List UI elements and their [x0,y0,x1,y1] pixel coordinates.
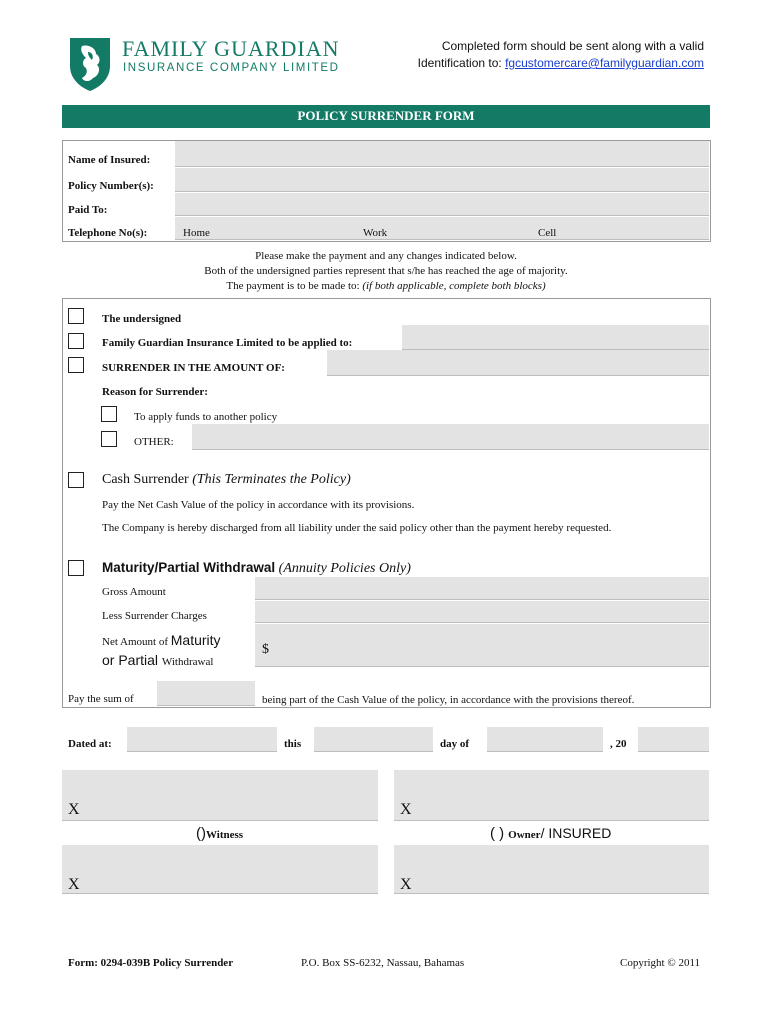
owner-label: Owner [508,829,541,841]
intro-line-3-prefix: The payment is to be made to: [226,280,363,292]
company-logo [68,36,358,92]
brand-name: FAMILY GUARDIAN [122,36,340,61]
policy-number-label: Policy Number(s): [68,180,154,192]
net-amount-line-2 [102,651,221,671]
name-field[interactable] [175,141,709,167]
witness-parens: () [196,825,206,842]
fgi-applied-checkbox[interactable] [68,333,84,349]
other-checkbox[interactable] [101,431,117,447]
net-amount-field[interactable] [255,624,709,667]
sign-x-2: X [400,801,412,818]
paid-to-label: Paid To: [68,204,108,216]
telephone-label: Telephone No(s): [68,227,148,239]
intro-line-3 [62,279,710,294]
sign-x-1: X [68,801,80,818]
cell-label: Cell [538,227,557,239]
less-charges-field[interactable] [255,601,709,623]
cash-surrender-checkbox[interactable] [68,472,84,488]
shield-icon [68,36,112,92]
net-b: Maturity [170,632,221,648]
dated-at-label: Dated at: [68,738,112,750]
dollar-sign: $ [262,642,269,657]
gross-amount-label: Gross Amount [102,586,166,598]
net-c: or Partial [102,652,162,668]
telephone-field[interactable] [175,217,709,240]
maturity-note: (Annuity Policies Only) [275,561,411,576]
home-label: Home [183,227,210,239]
month-field[interactable] [487,727,603,752]
owner-caption [490,825,611,843]
surrender-amount-field[interactable] [327,350,709,376]
insured-label: / INSURED [540,825,612,841]
email-link[interactable]: fgcustomercare@familyguardian.com [505,56,704,70]
maturity-title [102,560,411,577]
other-field[interactable] [192,424,709,450]
reason-label: Reason for Surrender: [102,386,208,398]
apply-funds-label: To apply funds to another policy [134,411,278,423]
pay-sum-field[interactable] [157,681,255,706]
intro-line-3-italic: (if both applicable, complete both blocks) [362,280,546,292]
this-label: this [284,738,302,750]
sign-x-4: X [400,876,412,893]
cash-surrender-heading: Cash Surrender [102,472,189,487]
intro-line-1: Please make the payment and any changes indicated below. [255,250,517,262]
maturity-heading: Maturity/Partial Withdrawal [102,560,276,575]
net-a: Net Amount of [102,636,171,648]
net-amount-label [102,631,221,671]
brand-subtitle: INSURANCE COMPANY LIMITED [123,62,340,74]
cash-line-1: Pay the Net Cash Value of the policy in accordance with its provisions. [102,499,415,511]
submission-notice [418,38,704,72]
net-d: Withdrawal [161,656,214,668]
pay-sum-label: Pay the sum of [68,693,134,705]
cash-line-2: The Company is hereby discharged from all liability under the said policy other than the payment hereby requested. [102,522,612,534]
apply-funds-checkbox[interactable] [101,406,117,422]
undersigned-label: The undersigned [102,313,182,325]
sign-x-3: X [68,876,80,893]
undersigned-checkbox[interactable] [68,308,84,324]
this-day-field[interactable] [314,727,433,752]
intro-line-2: Both of the undersigned parties represent that s/he has reached the age of majority. [204,265,568,277]
notice-line-2 [418,55,704,72]
pay-sum-rest: being part of the Cash Value of the policy, in accordance with the provisions thereof. [262,694,635,706]
fgi-applied-label: Family Guardian Insurance Limited to be applied to: [102,337,353,349]
gross-amount-field[interactable] [255,577,709,600]
net-amount-line-1 [102,631,221,651]
year-label: , 20 [610,738,627,750]
owner-signature-field-1[interactable] [394,770,709,821]
name-label: Name of Insured: [68,154,151,166]
form-number: Form: 0294-039B Policy Surrender [68,957,234,969]
witness-signature-field-2[interactable] [62,845,378,894]
company-address: P.O. Box SS-6232, Nassau, Bahamas [301,957,465,969]
copyright: Copyright © 2011 [620,957,701,969]
work-label: Work [363,227,388,239]
other-label: OTHER: [134,436,174,448]
intro-text [62,249,710,294]
witness-caption [196,825,243,843]
surrender-amount-checkbox[interactable] [68,357,84,373]
notice-line-1: Completed form should be sent along with a valid [441,39,704,53]
owner-parens: ( ) [490,825,505,842]
year-field[interactable] [638,727,709,752]
maturity-checkbox[interactable] [68,560,84,576]
policy-number-field[interactable] [175,168,709,192]
paid-to-field[interactable] [175,193,709,216]
fgi-applied-field[interactable] [402,325,709,350]
witness-signature-field-1[interactable] [62,770,378,821]
cash-surrender-title [102,472,351,488]
cash-surrender-note: (This Terminates the Policy) [188,472,351,487]
witness-label: Witness [206,829,244,841]
surrender-amount-label: SURRENDER IN THE AMOUNT OF: [102,362,285,374]
less-charges-label: Less Surrender Charges [102,610,207,622]
notice-prefix: Identification to: [417,56,506,70]
form-title: POLICY SURRENDER FORM [297,108,475,123]
dated-at-field[interactable] [127,727,277,752]
owner-signature-field-2[interactable] [394,845,709,894]
day-of-label: day of [440,738,470,750]
